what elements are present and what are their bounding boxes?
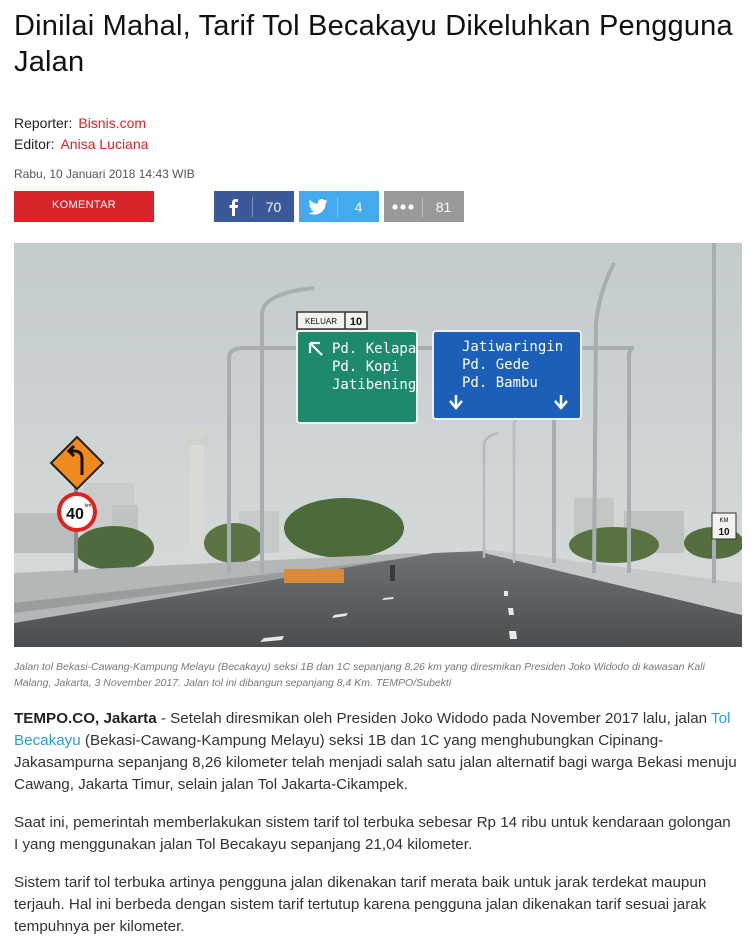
paragraph-2: Saat ini, pemerintah memberlakukan sistem tarif tol terbuka sebesar Rp 14 ribu untuk kendaraan golongan I yang menggunakan jalan Tol Becakayu sepanjang 21,04 kilometer. bbox=[14, 814, 731, 853]
tol-becakayu-link[interactable]: Tol Becakayu bbox=[14, 710, 731, 749]
green-sign-line-2: Pd. Kopi bbox=[332, 359, 400, 375]
blue-sign-line-1: Jatiwaringin bbox=[462, 339, 564, 355]
paragraph-1-text-a: - Setelah diresmikan oleh Presiden Joko Widodo pada November 2017 lalu, jalan bbox=[156, 710, 712, 727]
dateline: TEMPO.CO, Jakarta bbox=[14, 710, 157, 727]
twitter-share-count: 4 bbox=[354, 198, 363, 215]
exit-sign-label: KELUAR bbox=[304, 317, 338, 326]
paragraph-1 bbox=[14, 708, 739, 796]
reporter-label: Reporter: bbox=[14, 115, 73, 131]
exit-sign-number: 10 bbox=[349, 316, 363, 328]
editor-label: Editor: bbox=[14, 136, 55, 152]
reporter-line bbox=[14, 115, 146, 131]
green-sign-line-1: Pd. Kelapa bbox=[332, 341, 417, 357]
editor-link[interactable]: Anisa Luciana bbox=[60, 136, 149, 152]
km-marker-label: KM bbox=[719, 518, 729, 524]
article-photo bbox=[14, 243, 742, 647]
km-marker-number: 10 bbox=[718, 527, 730, 538]
article-title: Dinilai Mahal, Tarif Tol Becakayu Dikeluhkan Pengguna Jalan bbox=[14, 10, 733, 78]
publish-date: Rabu, 10 Januari 2018 14:43 WIB bbox=[14, 167, 195, 181]
speed-limit-unit: km bbox=[84, 503, 92, 509]
facebook-share-count: 70 bbox=[265, 198, 282, 215]
photo-caption: Jalan tol Bekasi-Cawang-Kampung Melayu (Becakayu) seksi 1B dan 1C sepanjang 8,26 km yang diresmikan Presiden Joko Widodo di kawasan Kali Malang, Jakarta, 3 November 2017. Jalan tol ini dibangun sepanjang 8,4 Km. TEMPO/Subekti bbox=[14, 661, 705, 689]
reporter-link[interactable]: Bisnis.com bbox=[78, 115, 147, 131]
more-dots-icon bbox=[384, 204, 422, 210]
blue-sign-line-2: Pd. Gede bbox=[462, 357, 530, 373]
comment-button[interactable]: KOMENTAR bbox=[14, 191, 154, 222]
more-share-button[interactable] bbox=[384, 191, 464, 222]
paragraph-1-text-b: (Bekasi-Cawang-Kampung Melayu) seksi 1B dan 1C yang menghubungkan Cipinang-Jakasampurna sepanjang 8,26 kilometer telah menjadi salah satu jalan alternatif bagi warga Bekasi menuju Cawang, Jakarta Timur, selain jalan Tol Jakarta-Cikampek. bbox=[14, 732, 737, 793]
green-sign-line-3: Jatibening bbox=[332, 377, 417, 393]
editor-line bbox=[14, 136, 148, 152]
speed-limit-value: 40 bbox=[66, 506, 84, 523]
facebook-icon bbox=[214, 198, 252, 216]
twitter-share-button[interactable] bbox=[299, 191, 379, 222]
paragraph-3: Sistem tarif tol terbuka artinya pengguna jalan dikenakan tarif merata baik untuk jarak terdekat maupun terjauh. Hal ini berbeda dengan sistem tarif tertutup karena pengguna jalan dikenakan tarif sesuai jarak tempuhnya per kilometer. bbox=[14, 874, 707, 935]
twitter-icon bbox=[299, 199, 337, 215]
facebook-share-button[interactable] bbox=[214, 191, 294, 222]
blue-sign-line-3: Pd. Bambu bbox=[462, 375, 538, 391]
more-share-count: 81 bbox=[435, 198, 452, 215]
